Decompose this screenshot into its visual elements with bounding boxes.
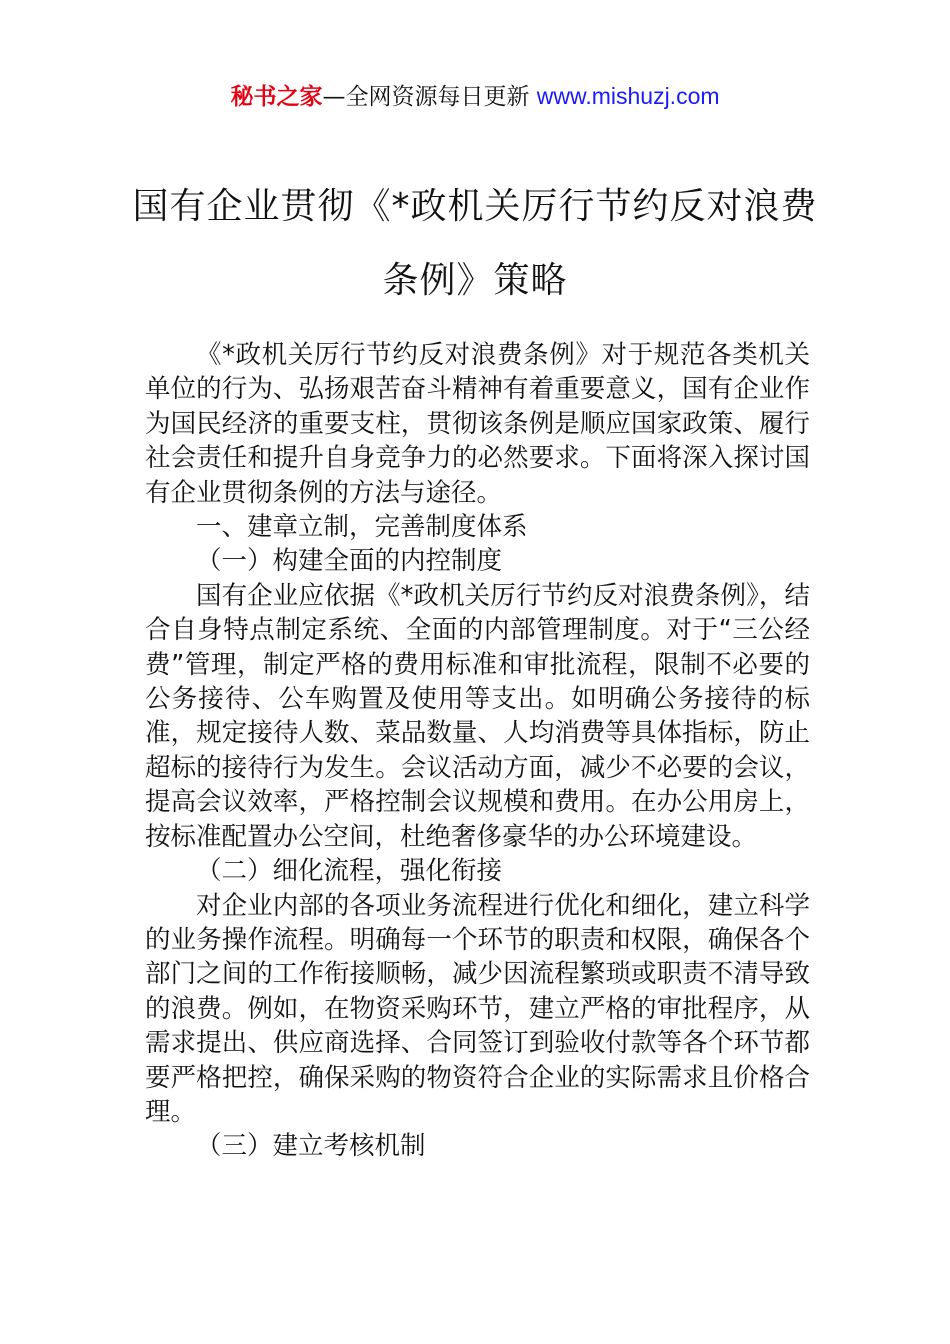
intro-paragraph: 《*政机关厉行节约反对浪费条例》对于规范各类机关单位的行为、弘扬艰苦奋斗精神有着重要意义，国有企业作为国民经济的重要支柱，贯彻该条例是顺应国家政策、履行社会责任和提升自身竞争力的必然要求。下面将深入探讨国有企业贯彻条例的方法与途径。 [145,340,810,508]
body-paragraph-1: 国有企业应依据《*政机关厉行节约反对浪费条例》，结合自身特点制定系统、全面的内部管理制度。对于“三公经费”管理，制定严格的费用标准和审批流程，限制不必要的公务接待、公车购置及使用等支出。如明确公务接待的标准，规定接待人数、菜品数量、人均消费等具体指标，防止超标的接待行为发生。会议活动方面，减少不必要的会议，提高会议效率，严格控制会议规模和费用。在办公用房上，按标准配置办公空间，杜绝奢侈豪华的办公环境建设。 [145,580,810,852]
body-paragraph-2: 对企业内部的各项业务流程进行优化和细化，建立科学的业务操作流程。明确每一个环节的职责和权限，确保各个部门之间的工作衔接顺畅，减少因流程繁琐或职责不清导致的浪费。例如，在物资采购环节，建立严格的审批程序，从需求提出、供应商选择、合同签订到验收付款等各个环节都要严格把控，确保采购的物资符合企业的实际需求且价格合理。 [145,890,810,1127]
site-header [0,80,950,113]
title-line-1: 国有企业贯彻《*政机关厉行节约反对浪费 [132,186,818,227]
title-line-2: 条例》策略 [382,260,568,301]
subsection-heading-2: （二）细化流程，强化衔接 [196,856,503,887]
brand-name: 秘书之家 [230,84,323,110]
section-heading-1: 一、建章立制，完善制度体系 [196,512,528,543]
document-body [145,338,810,1164]
site-url[interactable]: www.mishuzj.com [536,83,720,109]
subsection-heading-1: （一）构建全面的内控制度 [196,546,503,577]
document-title [120,170,830,318]
subsection-heading-3: （三）建立考核机制 [196,1131,426,1162]
header-tagline: —全网资源每日更新 [322,84,537,110]
